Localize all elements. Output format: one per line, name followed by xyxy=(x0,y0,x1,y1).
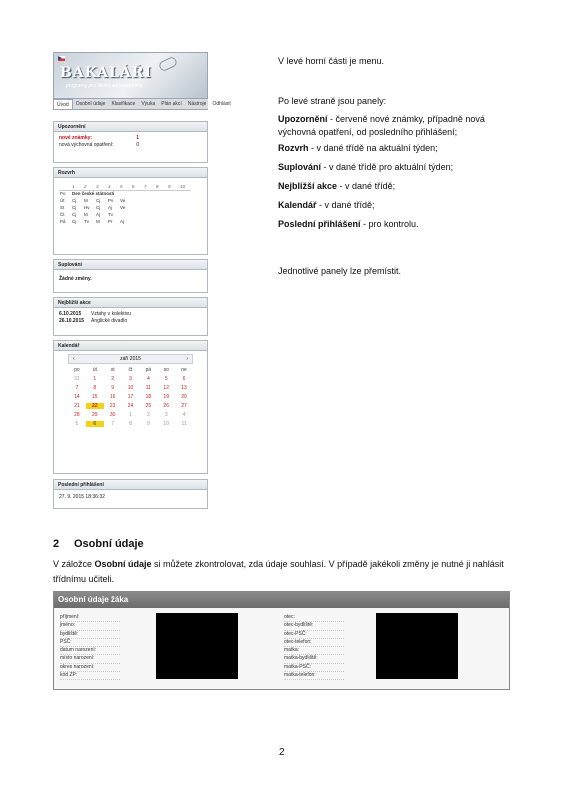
personal-right-labels xyxy=(284,614,344,680)
panel-description-list xyxy=(278,113,518,231)
move-note: Jednotlivé panely lze přemístit. xyxy=(278,266,402,276)
schedule-lesson: Tv xyxy=(108,212,113,217)
calendar-day[interactable]: 10 xyxy=(127,385,134,391)
schedule-lesson: Aj xyxy=(108,205,113,210)
desc-term: Poslední přihlášení xyxy=(278,219,361,229)
calendar-day[interactable]: 3 xyxy=(129,376,132,382)
calendar-day[interactable]: 7 xyxy=(75,385,79,391)
app-banner xyxy=(53,52,208,99)
schedule-lesson xyxy=(167,204,179,211)
schedule-lesson xyxy=(119,211,131,218)
calendar-day[interactable]: 26 xyxy=(163,403,169,409)
notice-new-grades-value: 1 xyxy=(136,135,139,141)
calendar-day[interactable]: 6 xyxy=(86,421,104,427)
schedule-lesson: M xyxy=(84,212,88,217)
section-heading xyxy=(53,538,144,550)
calendar-month-label: září 2015 xyxy=(120,356,141,362)
schedule-lesson: Cj xyxy=(96,198,101,203)
calendar-day[interactable]: 16 xyxy=(109,394,116,400)
schedule-hour: 6 xyxy=(131,183,143,190)
events-panel-title: Nejbližší akce xyxy=(54,298,207,308)
last-login-panel xyxy=(53,479,208,509)
schedule-hour: 1 xyxy=(71,183,83,190)
schedule-lesson xyxy=(179,204,191,211)
schedule-lesson xyxy=(143,211,155,218)
personal-field-label: bydliště: xyxy=(60,631,120,639)
schedule-lesson xyxy=(179,211,191,218)
tab-uvod[interactable]: Úvod xyxy=(53,99,73,109)
calendar-day[interactable]: 22 xyxy=(86,403,104,409)
calendar-day[interactable]: 27 xyxy=(181,403,187,409)
calendar-day[interactable]: 5 xyxy=(164,376,168,382)
calendar-day[interactable]: 20 xyxy=(181,394,187,400)
personal-field-label: matka-PSČ: xyxy=(284,664,344,672)
calendar-day[interactable]: 8 xyxy=(93,385,97,391)
schedule-row xyxy=(59,211,191,218)
calendar-day[interactable]: 30 xyxy=(109,412,116,418)
schedule-lesson xyxy=(143,204,155,211)
schedule-panel-title: Rozvrh xyxy=(54,168,207,178)
personal-data-panel xyxy=(53,591,510,690)
schedule-lesson xyxy=(167,197,179,204)
schedule-lesson: Cj xyxy=(72,205,77,210)
notice-panel xyxy=(53,121,208,163)
schedule-lesson xyxy=(167,218,179,225)
desc-term: Rozvrh xyxy=(278,143,309,153)
calendar-day[interactable]: 31 xyxy=(74,376,80,382)
schedule-lesson xyxy=(143,218,155,225)
last-login-value: 27. 9. 2015 18:36:32 xyxy=(59,494,105,500)
schedule-lesson: Tv xyxy=(84,219,89,224)
schedule-day: Čt xyxy=(60,212,65,217)
calendar-day[interactable]: 4 xyxy=(146,376,150,382)
calendar-day[interactable]: 4 xyxy=(182,412,186,418)
calendar-day[interactable]: 24 xyxy=(127,403,134,409)
section-number: 2 xyxy=(53,538,60,550)
redacted-photo-left xyxy=(156,613,238,679)
para-text: V záložce xyxy=(53,559,95,569)
schedule-lesson xyxy=(143,197,155,204)
tab-vyuka[interactable]: Výuka xyxy=(141,101,156,107)
schedule-lesson: Cj xyxy=(72,219,77,224)
calendar-day[interactable]: 11 xyxy=(181,421,187,427)
schedule-row xyxy=(59,197,191,204)
schedule-lesson: Hv xyxy=(84,205,90,210)
calendar-day[interactable]: 6 xyxy=(182,376,186,382)
schedule-day: Po xyxy=(60,191,66,197)
desc-text: - červeně nové známky, případně nová výchovná opatření, od posledního přihlášení; xyxy=(278,114,485,137)
personal-data-title: Osobní údaje žáka xyxy=(54,592,509,608)
calendar-panel-title: Kalendář xyxy=(54,341,207,351)
calendar-day[interactable]: 28 xyxy=(74,412,80,418)
event-text[interactable]: Vztahy v kolektivu xyxy=(91,311,132,317)
schedule-row xyxy=(59,190,191,197)
menu-note: V levé horní části je menu. xyxy=(278,56,385,66)
personal-field-label: okres narození: xyxy=(60,664,120,672)
calendar-day[interactable]: 19 xyxy=(163,394,169,400)
section-paragraph xyxy=(53,557,513,587)
desc-text: - v dané třídě pro aktuální týden; xyxy=(321,162,454,172)
calendar-day[interactable]: 9 xyxy=(146,421,150,427)
schedule-hour: 4 xyxy=(107,183,119,190)
calendar-day[interactable]: 5 xyxy=(75,421,79,427)
calendar-day[interactable]: 11 xyxy=(145,385,151,391)
schedule-lesson: Den české státnosti xyxy=(72,191,115,197)
notice-measures-value: 0 xyxy=(136,142,139,148)
desc-text: - v dané třídě; xyxy=(337,181,396,191)
calendar-day[interactable]: 12 xyxy=(163,385,169,391)
schedule-lesson xyxy=(179,218,191,225)
calendar-day[interactable]: 1 xyxy=(93,376,97,382)
calendar-dayname: pá xyxy=(145,367,152,373)
personal-field-label: kód ZP: xyxy=(60,672,120,680)
schedule-lesson xyxy=(155,211,167,218)
schedule-panel xyxy=(53,167,208,255)
calendar-day[interactable]: 1 xyxy=(129,412,132,418)
personal-field-label: otec-bydliště: xyxy=(284,622,344,630)
personal-field-label: místo narození: xyxy=(60,655,120,663)
calendar-day[interactable]: 18 xyxy=(145,394,152,400)
app-brand: BAKALÁŘI xyxy=(60,65,153,81)
schedule-lesson: Cj xyxy=(96,205,101,210)
calendar-day[interactable]: 8 xyxy=(129,421,132,427)
calendar-day[interactable]: 14 xyxy=(74,394,80,400)
personal-field-label: otec: xyxy=(284,614,344,622)
redacted-photo-right xyxy=(376,613,458,679)
app-brand-subtitle: programy pro školní administrativu xyxy=(66,83,143,89)
desc-text: - v dané třídě na aktuální týden; xyxy=(308,143,438,153)
desc-rozvrh xyxy=(278,142,518,155)
event-date: 26.10.2015 xyxy=(59,318,85,324)
personal-left-labels xyxy=(60,614,120,680)
schedule-day: Út xyxy=(60,198,65,203)
page-number: 2 xyxy=(279,747,285,758)
tab-odhlasit[interactable]: Odhlásit xyxy=(212,101,231,107)
schedule-hour: 10 xyxy=(179,183,191,190)
event-item xyxy=(59,318,202,325)
events-panel xyxy=(53,297,208,336)
desc-term: Suplování xyxy=(278,162,322,172)
calendar-panel xyxy=(53,340,208,474)
schedule-row xyxy=(59,204,191,211)
schedule-table xyxy=(59,183,191,225)
personal-field-label: příjmení: xyxy=(60,614,120,622)
schedule-day: St xyxy=(60,205,65,210)
calendar-dayname: čt xyxy=(128,367,133,373)
event-text[interactable]: Anglické divadlo xyxy=(91,318,128,324)
personal-field-label: otec-PSČ: xyxy=(284,631,344,639)
calendar-prev-button[interactable]: ‹ xyxy=(73,356,75,362)
calendar-day[interactable]: 25 xyxy=(145,403,152,409)
desc-suplovani xyxy=(278,161,518,174)
desc-text: - v dané třídě; xyxy=(316,200,375,210)
substitution-panel xyxy=(53,259,208,293)
schedule-lesson: Cj xyxy=(72,212,77,217)
event-date: 6.10.2015 xyxy=(59,311,82,317)
calendar-day[interactable]: 29 xyxy=(91,412,98,418)
schedule-hour: 9 xyxy=(167,183,179,190)
schedule-lesson: Cj xyxy=(72,198,77,203)
personal-field-label: matka-telefon: xyxy=(284,672,344,680)
schedule-lesson xyxy=(167,211,179,218)
personal-field-label: jméno: xyxy=(60,622,120,630)
calendar-day[interactable]: 7 xyxy=(111,421,115,427)
para-bold: Osobní údaje xyxy=(94,559,152,569)
schedule-hour: 2 xyxy=(83,183,95,190)
calendar-next-button[interactable]: › xyxy=(186,356,188,362)
calendar-day[interactable]: 21 xyxy=(74,403,80,409)
schedule-lesson: Ve xyxy=(120,205,126,210)
calendar-day[interactable]: 9 xyxy=(111,385,115,391)
schedule-lesson: Aj xyxy=(120,219,125,224)
calendar-day[interactable]: 15 xyxy=(91,394,98,400)
calendar-dayname: st xyxy=(110,367,115,373)
calendar-grid xyxy=(68,367,193,427)
desc-term: Nejbližší akce xyxy=(278,181,338,191)
substitution-panel-title: Suplování xyxy=(54,260,207,270)
czech-flag-icon xyxy=(58,56,65,61)
tab-osobni-udaje[interactable]: Osobní údaje xyxy=(75,101,106,107)
personal-field-label: matka-bydliště: xyxy=(284,655,344,663)
schedule-lesson xyxy=(155,197,167,204)
schedule-lesson: M xyxy=(96,219,100,224)
schedule-lesson xyxy=(155,204,167,211)
desc-nejblizsi-akce xyxy=(278,180,518,193)
calendar-day[interactable]: 3 xyxy=(164,412,168,418)
calendar-month-bar xyxy=(68,354,193,364)
schedule-lesson xyxy=(131,204,143,211)
calendar-day[interactable]: 13 xyxy=(181,385,187,391)
schedule-lesson xyxy=(131,218,143,225)
notice-measures xyxy=(59,142,139,149)
notice-new-grades xyxy=(59,135,139,142)
event-item xyxy=(59,311,202,318)
section-title: Osobní údaje xyxy=(74,538,144,550)
tab-klasifikace[interactable]: Klasifikace xyxy=(111,101,136,107)
schedule-lesson xyxy=(179,197,191,204)
substitution-text: Žádné změny. xyxy=(59,276,92,282)
calendar-dayname: út xyxy=(92,367,97,373)
personal-field-label: PSČ: xyxy=(60,639,120,647)
calendar-dayname: so xyxy=(163,367,169,373)
tab-nastroje[interactable]: Nástroje xyxy=(187,101,207,107)
schedule-row xyxy=(59,218,191,225)
schedule-hour: 8 xyxy=(155,183,167,190)
schedule-lesson xyxy=(155,218,167,225)
desc-text: - pro kontrolu. xyxy=(360,219,419,229)
desc-kalendar xyxy=(278,199,518,212)
schedule-lesson: Pr xyxy=(108,219,113,224)
calendar-day[interactable]: 23 xyxy=(109,403,116,409)
paperclip-icon xyxy=(158,56,179,73)
notice-panel-title: Upozornění xyxy=(54,122,207,132)
last-login-panel-title: Poslední přihlášení xyxy=(54,480,207,490)
schedule-lesson: Pv xyxy=(108,198,114,203)
desc-upozorneni xyxy=(278,113,518,139)
schedule-hour: 5 xyxy=(119,183,131,190)
schedule-hour xyxy=(59,183,71,190)
tab-plan-akci[interactable]: Plán akcí xyxy=(161,101,182,107)
personal-field-label: datum narození: xyxy=(60,647,120,655)
schedule-lesson: Ve xyxy=(120,198,126,203)
notice-measures-label: nová výchovná opatření: xyxy=(59,142,114,148)
calendar-dayname: ne xyxy=(181,367,187,373)
desc-term: Upozornění xyxy=(278,114,328,124)
personal-field-label: otec-telefon: xyxy=(284,639,344,647)
calendar-day[interactable]: 2 xyxy=(146,412,150,418)
schedule-hour: 7 xyxy=(143,183,155,190)
panels-intro: Po levé straně jsou panely: xyxy=(278,96,387,106)
main-menu xyxy=(53,99,231,110)
app-screenshot xyxy=(53,52,231,110)
schedule-lesson xyxy=(131,197,143,204)
desc-posledni-prihlaseni xyxy=(278,218,518,231)
schedule-lesson xyxy=(131,211,143,218)
calendar-day[interactable]: 10 xyxy=(163,421,169,427)
schedule-lesson: M xyxy=(84,198,88,203)
schedule-lesson: Aj xyxy=(96,212,101,217)
desc-term: Kalendář xyxy=(278,200,317,210)
calendar-dayname: po xyxy=(74,367,80,373)
schedule-day: Pá xyxy=(60,219,66,224)
notice-new-grades-label: nové známky: xyxy=(59,135,93,141)
calendar-day[interactable]: 2 xyxy=(111,376,115,382)
schedule-hour: 3 xyxy=(95,183,107,190)
para-text: si můžete zkontrolovat, zda údaje souhlasí. V případě jakékoli změny je nutné ji nahlásit třídnímu učiteli. xyxy=(53,559,504,584)
calendar-day[interactable]: 17 xyxy=(127,394,134,400)
personal-field-label: matka: xyxy=(284,647,344,655)
